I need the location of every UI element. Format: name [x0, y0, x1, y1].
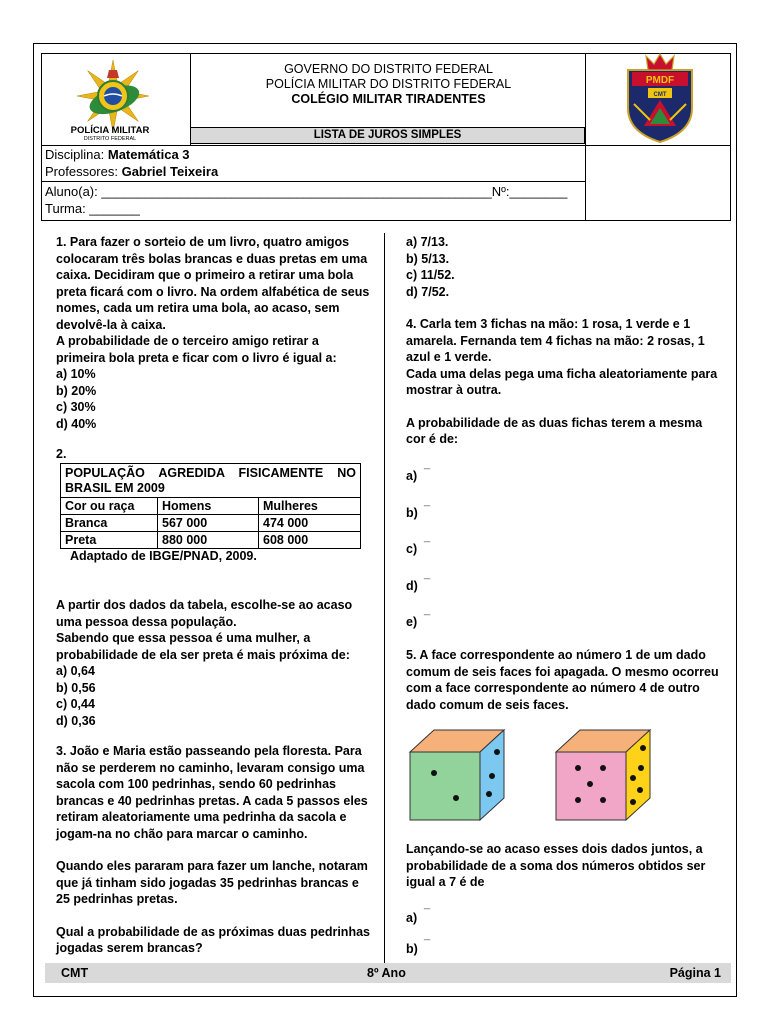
- list-title: LISTA DE JUROS SIMPLES: [190, 127, 585, 144]
- q4-line: A probabilidade de as duas fichas terem a mesma: [406, 415, 703, 430]
- die-pip: [587, 781, 593, 787]
- header-rule-2: [41, 181, 586, 182]
- q5-line: igual a 7 é de: [406, 875, 485, 889]
- q2-number-text: 2.: [56, 447, 67, 461]
- header-title: [195, 62, 582, 107]
- die-pip: [638, 765, 644, 771]
- q3-line: 25 pedrinhas pretas.: [56, 892, 178, 906]
- header-line-2: POLÍCIA MILITAR DO DISTRITO FEDERAL: [265, 77, 512, 91]
- q4-option-label: d): [406, 578, 418, 593]
- die-1-front-face: [410, 752, 480, 820]
- q5-line: com a face correspondente ao número 4 de outro: [406, 681, 700, 695]
- q4-line: azul e 1 verde.: [406, 350, 492, 364]
- turma-field[interactable]: Turma: _______: [45, 201, 140, 216]
- footer-page-number: Página 1: [669, 966, 721, 980]
- q3-option-a[interactable]: a) 7/13.: [406, 235, 449, 249]
- header-divider-right: [585, 53, 586, 221]
- q5-option-label: a): [406, 911, 418, 925]
- professores-value: Gabriel Teixeira: [121, 164, 219, 179]
- q3-line: não se perderem no caminho, levaram consigo uma: [56, 760, 365, 775]
- q5-line: probabilidade de a soma dos números obtidos ser: [406, 858, 706, 873]
- q4-line: Cada uma delas pega uma ficha aleatoriamente para: [406, 366, 718, 381]
- q5-options: [406, 898, 431, 960]
- q4-option-label: e): [406, 615, 418, 629]
- q1-line: primeira bola preta e ficar com o livro é igual a:: [56, 350, 337, 365]
- q2-line: uma pessoa dessa população.: [56, 614, 237, 629]
- q4-option-b[interactable]: _ b): [406, 494, 431, 520]
- dice-illustration: [408, 728, 718, 823]
- die-pip: [575, 765, 581, 771]
- q2-option-c[interactable]: c) 0,44: [56, 697, 95, 711]
- q4-options: [406, 458, 431, 641]
- disciplina-value: Matemática 3: [107, 147, 190, 162]
- question-3: [56, 743, 370, 957]
- q3-line: jogadas serem brancas?: [56, 941, 203, 955]
- page-footer: [45, 963, 731, 983]
- disciplina-label: Disciplina:: [45, 147, 108, 162]
- die-pip: [494, 749, 500, 755]
- q4-option-a[interactable]: _ a): [406, 458, 431, 483]
- table-cell: 608 000: [259, 532, 361, 549]
- table-header: Homens: [158, 498, 259, 515]
- q1-line: caixa. Decidiram que o primeiro a retirar uma bola: [56, 268, 354, 282]
- q3-line: sacola com 100 pedrinhas, sendo 60 pedrinhas: [56, 777, 336, 791]
- footer-left: CMT: [61, 966, 89, 980]
- column-divider: [384, 233, 385, 963]
- question-5-text: [406, 841, 705, 891]
- q5-line: comum de seis faces foi apagada. O mesmo ocorreu: [406, 664, 719, 679]
- die-pip: [575, 797, 581, 803]
- table-row: [61, 532, 361, 549]
- q2-option-a[interactable]: a) 0,64: [56, 664, 95, 678]
- q4-option-e[interactable]: _ e): [406, 604, 431, 629]
- logo-caption-sub: DISTRITO FEDERAL: [83, 136, 137, 142]
- footer-center: 8º Ano: [367, 966, 406, 980]
- die-pip: [630, 775, 636, 781]
- q2-source: [70, 548, 257, 565]
- q2-line: A partir dos dados da tabela, escolhe-se ao acaso: [56, 598, 353, 612]
- q3-line: 3. João e Maria estão passeando pela floresta. Para: [56, 744, 362, 758]
- die-pip: [637, 787, 643, 793]
- q4-option-d[interactable]: _ d): [406, 567, 431, 593]
- q3-line: Quando eles pararam para fazer um lanche, notaram: [56, 859, 368, 873]
- q4-option-c[interactable]: _ c): [406, 531, 431, 556]
- die-pip: [489, 773, 495, 779]
- cmt-text: CMT: [653, 92, 667, 98]
- q5-option-b[interactable]: _ b): [406, 929, 431, 956]
- table-row: [61, 515, 361, 532]
- logo-caption: [60, 126, 160, 143]
- question-4: [406, 316, 717, 448]
- q4-option-label: a): [406, 469, 418, 483]
- q5-option-label: b): [406, 942, 418, 956]
- q3-option-d[interactable]: d) 7/52.: [406, 284, 450, 299]
- q4-line: amarela. Fernanda tem 4 fichas na mão: 2 rosas, 1: [406, 333, 705, 348]
- header-rule-1: [41, 145, 731, 146]
- professores-label: Professores:: [45, 164, 122, 179]
- q5-option-a[interactable]: _ a): [406, 898, 431, 925]
- q4-option-label: b): [406, 505, 418, 520]
- die-pip: [453, 795, 459, 801]
- logo-caption-main: POLÍCIA MILITAR: [70, 125, 150, 136]
- q5-line: dado comum de seis faces.: [406, 697, 569, 712]
- q4-line: mostrar à outra.: [406, 383, 502, 397]
- q1-line: nomes, cada um retira uma bola, ao acaso, sem: [56, 301, 340, 315]
- q4-line: cor é de:: [406, 432, 459, 446]
- pmdf-crest-logo: [620, 50, 700, 144]
- question-5: [406, 647, 719, 713]
- q1-line: 1. Para fazer o sorteio de um livro, quatro amigos: [56, 235, 350, 249]
- q2-line: probabilidade de ela ser preta é mais próxima de:: [56, 647, 350, 662]
- q5-line: Lançando-se ao acaso esses dois dados juntos, a: [406, 842, 703, 856]
- q3-line: retiram aleatoriamente uma pedrinha da sacola e: [56, 810, 347, 824]
- q2-line: Sabendo que essa pessoa é uma mulher, a: [56, 631, 311, 645]
- q3-line: que já tinham sido jogadas 35 pedrinhas brancas e: [56, 875, 359, 890]
- q2-option-b[interactable]: b) 0,56: [56, 680, 96, 695]
- q3-line: brancas e 40 pedrinhas pretas. A cada 5 passos eles: [56, 793, 368, 808]
- table-cell: 474 000: [259, 515, 361, 532]
- q3-line: jogam-na no chão para marcar o caminho.: [56, 826, 308, 841]
- q1-line: devolvê-la à caixa.: [56, 317, 166, 332]
- q3-line: Qual a probabilidade de as próximas duas pedrinhas: [56, 924, 370, 939]
- table-cell: 880 000: [158, 532, 259, 549]
- die-pip: [486, 791, 492, 797]
- population-table: [60, 463, 361, 549]
- q5-line: 5. A face correspondente ao número 1 de um dado: [406, 648, 706, 662]
- table-header: Cor ou raça: [61, 498, 158, 515]
- q2-option-d[interactable]: d) 0,36: [56, 713, 96, 728]
- q1-line: A probabilidade de o terceiro amigo retirar a: [56, 334, 319, 348]
- q1-option-c[interactable]: c) 30%: [56, 400, 96, 414]
- q1-option-a[interactable]: a) 10%: [56, 367, 96, 381]
- q1-option-d[interactable]: d) 40%: [56, 416, 97, 431]
- table-cell: 567 000: [158, 515, 259, 532]
- disciplina-row: [45, 147, 190, 162]
- die-pip: [431, 770, 437, 776]
- table-cell: Branca: [61, 515, 158, 532]
- pmdf-text: PMDF: [645, 75, 675, 86]
- die-pip: [600, 765, 606, 771]
- q1-line: preta ficará com o livro. Na ordem alfabética de seus: [56, 284, 370, 299]
- aluno-field[interactable]: Aluno(a): ______________________________________________________Nº:________: [45, 184, 568, 199]
- header-line-3: COLÉGIO MILITAR TIRADENTES: [291, 92, 486, 106]
- q3-option-b[interactable]: b) 5/13.: [406, 251, 450, 266]
- q3-options: [406, 234, 455, 300]
- die-pip: [630, 799, 636, 805]
- q1-line: colocaram três bolas brancas e duas pretas em uma: [56, 251, 368, 266]
- q3-option-c[interactable]: c) 11/52.: [406, 268, 455, 282]
- q4-line: 4. Carla tem 3 fichas na mão: 1 rosa, 1 verde e 1: [406, 317, 691, 331]
- q1-option-b[interactable]: b) 20%: [56, 383, 97, 398]
- table-header: Mulheres: [259, 498, 361, 515]
- die-pip: [600, 797, 606, 803]
- q4-option-label: c): [406, 542, 418, 556]
- q2-number: [56, 446, 66, 463]
- table-cell: Preta: [61, 532, 158, 549]
- table-title: POPULAÇÃO AGREDIDA FISICAMENTE NO BRASIL EM 2009: [61, 464, 361, 498]
- question-2-text: [56, 597, 352, 729]
- source-text: Adaptado de IBGE/PNAD, 2009.: [70, 549, 257, 563]
- die-pip: [640, 745, 646, 751]
- professores-row: [45, 164, 218, 179]
- question-1: [56, 234, 370, 432]
- header-line-1: GOVERNO DO DISTRITO FEDERAL: [284, 62, 493, 76]
